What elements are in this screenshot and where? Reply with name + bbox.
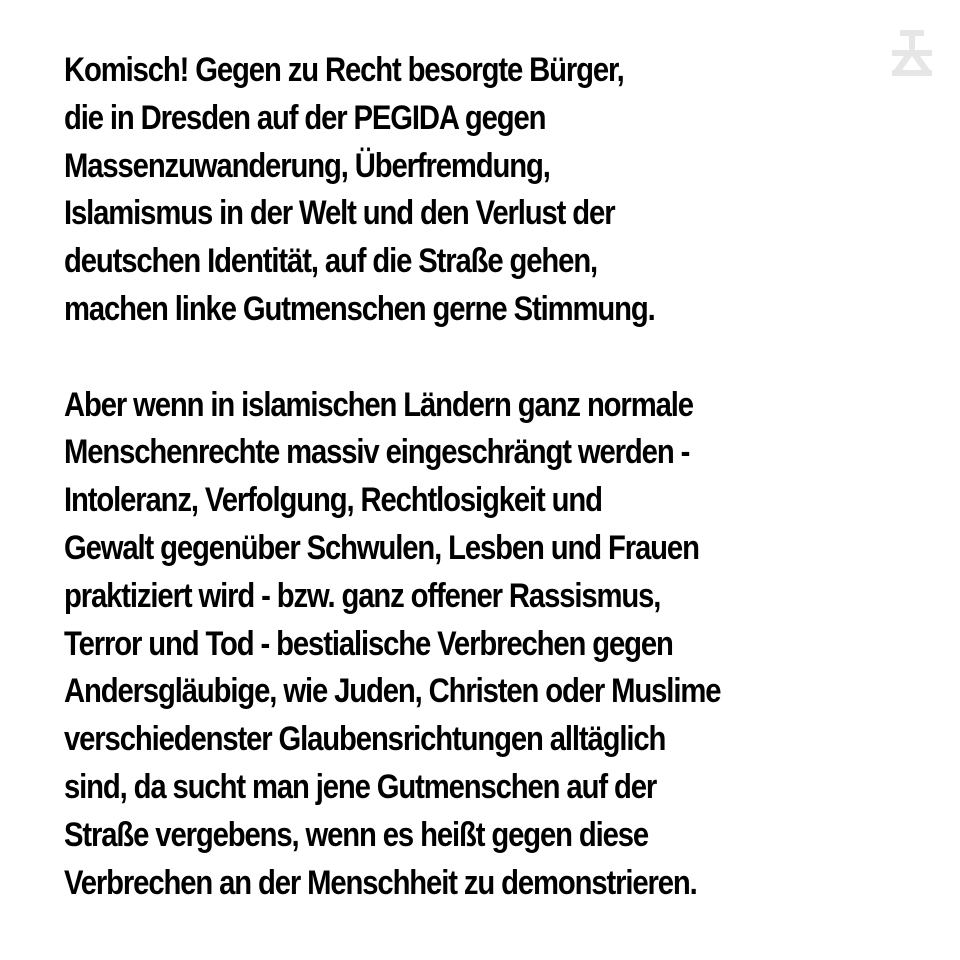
text-line: Intoleranz, Verfolgung, Rechtlosigkeit und	[64, 481, 602, 520]
text-line: deutschen Identität, auf die Straße gehen,	[64, 242, 598, 281]
text-line: Verbrechen an der Menschheit zu demonstrieren.	[64, 863, 697, 902]
text-line: praktiziert wird - bzw. ganz offener Rassismus,	[64, 576, 661, 615]
text-line: Andersgläubige, wie Juden, Christen oder Muslime	[64, 672, 721, 711]
text-line: Komisch! Gegen zu Recht besorgte Bürger,	[64, 51, 624, 89]
paragraph-gap	[64, 334, 804, 382]
text-line: Aber wenn in islamischen Ländern ganz normale	[64, 385, 693, 424]
paragraph-2	[64, 382, 804, 908]
text-line: Straße vergebens, wenn es heißt gegen diese	[64, 815, 649, 854]
kt-logo-icon	[892, 30, 932, 76]
logo-shape	[892, 30, 932, 76]
text-line: sind, da sucht man jene Gutmenschen auf der	[64, 767, 657, 806]
text-line: Menschenrechte massiv eingeschrängt werden -	[64, 433, 690, 472]
paragraph-1	[64, 47, 804, 334]
text-line: die in Dresden auf der PEGIDA gegen	[64, 98, 546, 137]
text-line: Massenzuwanderung, Überfremdung,	[64, 146, 550, 185]
post-text	[64, 47, 804, 907]
text-line: machen linke Gutmenschen gerne Stimmung.	[64, 289, 655, 328]
text-line: Terror und Tod - bestialische Verbrechen gegen	[64, 624, 673, 663]
text-line: Gewalt gegenüber Schwulen, Lesben und Frauen	[64, 528, 699, 567]
text-line: Islamismus in der Welt und den Verlust der	[64, 194, 615, 233]
text-line: verschiedenster Glaubensrichtungen alltäglich	[64, 720, 666, 759]
